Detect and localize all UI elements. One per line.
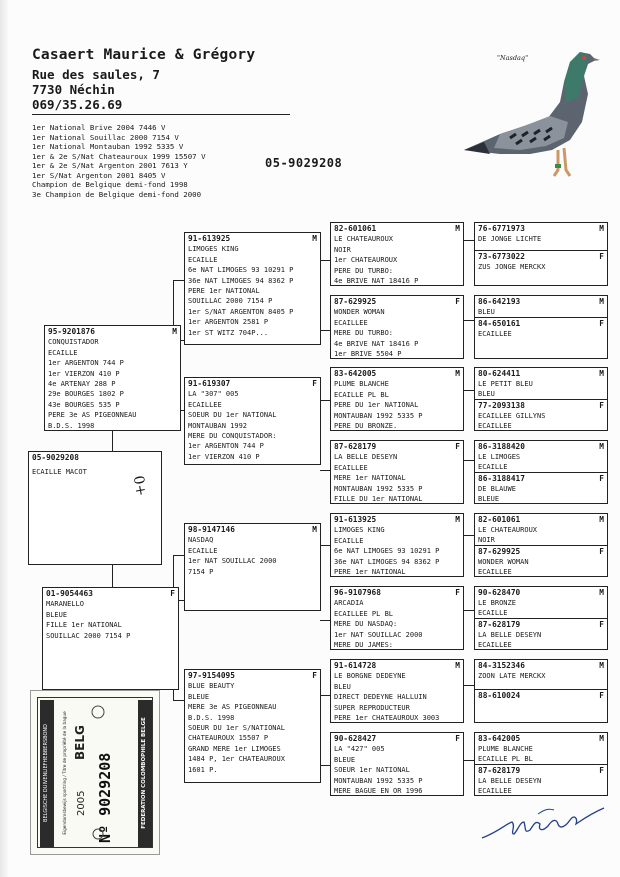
owner-city: 7730 Néchin — [32, 82, 115, 97]
pedigree-line: ECAILLE — [188, 255, 218, 264]
connector — [320, 400, 330, 401]
pedigree-line: BLEUE — [188, 692, 210, 701]
ring-number: 76-6771973 — [478, 224, 525, 233]
pedigree-line: PERE 1er CHATEAUROUX 3003 — [334, 714, 440, 723]
pedigree-line: LE PETIT BLEU — [478, 380, 533, 388]
pedigree-line: MARANELLO — [46, 600, 84, 609]
pedigree-line: DE JONGE LICHTE — [478, 235, 542, 243]
pedigree-line: PERE 1er NATIONAL — [188, 287, 260, 296]
ring-number: 87-628179 — [478, 620, 521, 629]
stamp-note: Eigendomsbewijs sportring / Titre de propriété de la bague — [62, 711, 67, 835]
pedigree-line: LE CHATEAUROUX — [334, 235, 394, 244]
pedigree-line: NOIR — [478, 536, 495, 544]
connector — [320, 260, 330, 261]
pedigree-line: BLUE BEAUTY — [188, 682, 235, 691]
pedigree-line: 6e NAT LIMOGES 93 10291 P — [334, 547, 440, 556]
pair-divider — [475, 618, 607, 619]
ancestor-card — [330, 513, 464, 577]
pedigree-line: MERE DU JAMES: — [334, 641, 394, 650]
sex-marker: M — [599, 515, 604, 524]
ancestor-card — [184, 669, 321, 783]
achievement: 1er & 2e S/Nat Argenton 2001 7613 Y — [32, 161, 188, 170]
pedigree-line: ECAILLEE — [334, 463, 368, 472]
sex-marker: F — [599, 401, 604, 410]
ancestor-pair-card — [474, 222, 608, 286]
achievement: 1er National Montauban 1992 5335 V — [32, 142, 184, 151]
pedigree-line: ECAILLEE — [478, 641, 512, 649]
pair-divider — [475, 250, 607, 251]
pedigree-line: ECAILLEE — [478, 330, 512, 338]
pair-divider — [475, 545, 607, 546]
connector — [463, 685, 474, 686]
sire-card — [44, 325, 181, 431]
ring-number: 84-3152346 — [478, 661, 525, 670]
pedigree-line: ECAILLE PL BL — [478, 755, 533, 763]
pedigree-line: MERE DU CONQUISTADOR: — [188, 432, 277, 441]
pedigree-line: PERE DU TURBO: — [334, 266, 394, 275]
sex-marker: F — [455, 297, 460, 306]
pedigree-line: BLEUE — [478, 495, 500, 503]
sex-marker: M — [599, 734, 604, 743]
sex-marker: M — [455, 369, 460, 378]
pedigree-line: ECAILLE — [48, 348, 78, 357]
pedigree-line: PLUME BLANCHE — [334, 380, 389, 389]
stamp-year: 2005 — [76, 790, 87, 816]
pedigree-line: 1er ARGENTON 744 P — [48, 359, 124, 368]
dam-card — [42, 587, 179, 690]
ring-number: 91-614728 — [334, 661, 377, 670]
ring-number: 86-3188417 — [478, 474, 525, 483]
pedigree-line: ARCADIA — [334, 599, 364, 608]
ring-number: 87-629925 — [334, 297, 377, 306]
pedigree-line: 4e BRIVE NAT 18416 P — [334, 339, 419, 348]
connector — [463, 320, 474, 321]
pedigree-line: FILLE 1er NATIONAL — [46, 621, 122, 630]
ancestor-pair-card — [474, 513, 608, 577]
pedigree-line: PERE 3e AS PIGEONNEAU — [48, 411, 137, 420]
sex-marker: F — [599, 547, 604, 556]
ancestor-pair-card — [474, 586, 608, 650]
ring-number: 77-2093138 — [478, 401, 525, 410]
connector — [463, 610, 474, 611]
pedigree-line: PLUME BLANCHE — [478, 745, 533, 753]
pedigree-line: 36e NAT LIMOGES 94 8362 P — [188, 276, 294, 285]
pedigree-line: ECAILLEE GILLYNS — [478, 412, 546, 420]
pedigree-line: LA BELLE DESEYN — [478, 631, 542, 639]
ring-number: 86-3188420 — [478, 442, 525, 451]
stamp-org-fr: FEDERATION COLOMBOPHILE BELGE — [141, 717, 147, 829]
achievement: Champion de Belgique demi-fond 1998 — [32, 180, 188, 189]
pedigree-line: 7154 P — [188, 567, 214, 576]
stamp-ring-number: Nº 9029208 — [96, 752, 114, 843]
connector — [320, 545, 330, 546]
achievement: 1er National Brive 2004 7446 V — [32, 123, 166, 132]
ancestor-card — [184, 232, 321, 345]
pedigree-line: ECAILLEE — [334, 318, 368, 327]
pedigree-line: ECAILLE — [188, 546, 218, 555]
pedigree-line: MONTAUBAN 1992 5335 P — [334, 411, 423, 420]
connector — [463, 535, 474, 536]
pedigree-line: 36e NAT LIMOGES 94 8362 P — [334, 557, 440, 566]
pedigree-line: MERE DU NASDAQ: — [334, 620, 398, 629]
ring-number: 90-628470 — [478, 588, 521, 597]
sex-marker: F — [599, 252, 604, 261]
sex-marker: F — [170, 589, 175, 598]
stamp-frame — [37, 697, 153, 848]
sex-marker: F — [455, 588, 460, 597]
ring-number: 87-629925 — [478, 547, 521, 556]
sex-marker: M — [599, 442, 604, 451]
pedigree-line: SOEUR DU 1er S/NATIONAL — [188, 724, 285, 733]
pedigree-line: CONQUISTADOR — [48, 338, 99, 347]
pedigree-line: ZOON LATE MERCKX — [478, 672, 546, 680]
pedigree-line: MONTAUBAN 1992 5335 P — [334, 484, 423, 493]
pedigree-line: LA "307" 005 — [188, 390, 239, 399]
pedigree-line: ECAILLE PL BL — [334, 390, 389, 399]
sex-marker: F — [599, 691, 604, 700]
pedigree-line: MERE BAGUE EN OR 1996 — [334, 787, 423, 796]
pedigree-line: ECAILLEE — [188, 400, 222, 409]
header-rule — [32, 114, 290, 115]
pedigree-line: B.D.S. 1998 — [188, 713, 235, 722]
ring-number: 82-601061 — [478, 515, 521, 524]
pedigree-line: ECAILLE — [478, 609, 508, 617]
pedigree-line: 1er VIERZON 410 P — [188, 452, 260, 461]
pedigree-line: ECAILLEE — [478, 568, 512, 576]
pedigree-line: ECAILLEE — [478, 422, 512, 430]
connector — [320, 470, 330, 471]
main-ring-number: 05-9029208 — [265, 156, 343, 170]
pedigree-line: 1er ARGENTON 744 P — [188, 442, 264, 451]
achievement: 3e Champion de Belgique demi-fond 2000 — [32, 189, 202, 199]
pedigree-line: SOEUR 1er NATIONAL — [334, 766, 410, 775]
pedigree-line: MONTAUBAN 1992 5335 P — [334, 776, 423, 785]
pedigree-line: SUPER REPRODUCTEUR — [334, 703, 410, 712]
pedigree-line: 1er VIERZON 410 P — [48, 369, 120, 378]
sex-marker: M — [312, 525, 317, 534]
ring-number: 97-9154095 — [188, 671, 235, 680]
owner-street: Rue des saules, 7 — [32, 67, 160, 82]
pedigree-line: PERE DU BRONZE. — [334, 422, 398, 431]
pedigree-line: ECAILLE — [334, 536, 364, 545]
achievement: 1er & 2e S/Nat Chateauroux 1999 15507 V — [32, 151, 206, 161]
sex-marker: M — [599, 297, 604, 306]
pedigree-line: LE LIMOGES — [478, 453, 521, 461]
ancestor-card — [330, 367, 464, 431]
stamp-org-nl: BELGISCHE DUIVENLIEFHEBBERSBOND — [43, 724, 49, 822]
pedigree-line: LE CHATEAUROUX — [478, 526, 538, 534]
connector — [173, 280, 184, 281]
ancestor-card — [330, 295, 464, 359]
connector — [112, 431, 113, 451]
pedigree-line: LA BELLE DESEYN — [334, 453, 398, 462]
ring-number: 98-9147146 — [188, 525, 235, 534]
pedigree-line: MERE 1er NATIONAL — [334, 474, 406, 483]
sex-marker: F — [455, 442, 460, 451]
pedigree-line: ECAILLE — [478, 463, 508, 471]
bird-caption: "Nasdaq" — [497, 54, 529, 62]
pedigree-line: BLEU — [478, 308, 495, 316]
ancestor-pair-card — [474, 295, 608, 359]
ring-number: 87-628179 — [334, 442, 377, 451]
sex-marker: M — [312, 234, 317, 243]
ring-number: 91-613925 — [188, 234, 231, 243]
signature — [478, 800, 608, 842]
sex-marker: F — [599, 766, 604, 775]
ring-number: 84-650161 — [478, 319, 521, 328]
pedigree-line: SOUILLAC 2000 7154 P — [188, 297, 273, 306]
owner-phone: 069/35.26.69 — [32, 97, 123, 112]
sex-marker: M — [599, 369, 604, 378]
pedigree-line: BLEU — [478, 390, 495, 398]
sex-marker: M — [599, 224, 604, 233]
handwritten-note: 0+ — [129, 474, 149, 498]
ring-number: 96-9107968 — [334, 588, 381, 597]
ring-number: 73-6773022 — [478, 252, 525, 261]
pedigree-line: LIMOGES KING — [334, 526, 385, 535]
connector — [320, 695, 330, 696]
sex-marker: M — [455, 515, 460, 524]
ring-number: 83-642005 — [478, 734, 521, 743]
pedigree-line: MERE 3e AS PIGEONNEAU — [188, 703, 277, 712]
achievement: 1er National Souillac 2000 7154 V — [32, 132, 179, 142]
pedigree-line: LE BORGNE DEDEYNE — [334, 672, 406, 681]
pedigree-line: ECAILLEE — [478, 787, 512, 795]
connector — [320, 330, 330, 331]
pedigree-line: 1er CHATEAUROUX — [334, 256, 398, 265]
stamp-artwork — [38, 698, 154, 849]
pigeon-photo — [460, 42, 600, 184]
sex-marker: F — [312, 671, 317, 680]
ring-number: 86-642193 — [478, 297, 521, 306]
pedigree-line: BLEUE — [334, 755, 356, 764]
pedigree-line: FILLE DU 1er NATIONAL — [334, 495, 423, 504]
pedigree-line: B.D.S. 1998 — [48, 421, 95, 430]
pedigree-line: DIRECT DEDEYNE HALLUIN — [334, 693, 427, 702]
subject-card — [28, 451, 162, 565]
sex-marker: F — [312, 379, 317, 388]
pedigree-line: PERE DU 1er NATIONAL — [334, 401, 419, 410]
ring-number: 83-642005 — [334, 369, 377, 378]
pedigree-line: NOIR — [334, 245, 351, 254]
ring-number: 05-9029208 — [32, 453, 79, 462]
achievement: 1er S/Nat Argenton 2001 8405 V — [32, 170, 166, 180]
ancestor-card — [330, 222, 464, 286]
sex-marker: F — [599, 474, 604, 483]
connector — [112, 565, 113, 587]
pedigree-line: DE BLAUWE — [478, 485, 516, 493]
pedigree-line: WONDER WOMAN — [478, 558, 529, 566]
pair-divider — [475, 399, 607, 400]
pedigree-line: 4e BRIVE NAT 18416 P — [334, 277, 419, 286]
pedigree-line: 1er ARGENTON 2581 P — [188, 318, 269, 327]
ring-number: 95-9201876 — [48, 327, 95, 336]
ring-number: 91-619307 — [188, 379, 231, 388]
sex-marker: M — [455, 224, 460, 233]
owner-name: Casaert Maurice & Grégory — [32, 47, 256, 63]
pair-divider — [475, 317, 607, 318]
pedigree-line: LE BRONZE — [478, 599, 516, 607]
connector — [173, 555, 184, 556]
pair-divider — [475, 689, 607, 690]
pair-divider — [475, 764, 607, 765]
pedigree-line: ZUS JONGE MERCKX — [478, 263, 546, 271]
sex-marker: F — [599, 620, 604, 629]
pedigree-line: MERE DU TURBO: — [334, 329, 394, 338]
ring-certificate-stamp — [30, 690, 160, 855]
connector — [320, 765, 330, 766]
connector — [320, 620, 330, 621]
pedigree-line: LA "427" 005 — [334, 745, 385, 754]
pedigree-line: SOUILLAC 2000 7154 P — [46, 631, 131, 640]
pedigree-line: 1er NAT SOUILLAC 2000 — [188, 557, 277, 566]
pedigree-line: 1484 P, 1er CHATEAUROUX — [188, 755, 285, 764]
sex-marker: F — [455, 734, 460, 743]
sex-marker: M — [599, 661, 604, 670]
ancestor-card — [330, 440, 464, 504]
pedigree-line: 1er S/NAT ARGENTON 8405 P — [188, 307, 294, 316]
pedigree-line: MONTAUBAN 1992 — [188, 421, 248, 430]
pedigree-line: CHATEAUROUX 15507 P — [188, 734, 269, 743]
sex-marker: F — [599, 319, 604, 328]
pedigree-line: 6e NAT LIMOGES 93 10291 P — [188, 266, 294, 275]
connector — [463, 760, 474, 761]
ring-number: 80-624411 — [478, 369, 521, 378]
pedigree-line: BLEUE — [46, 610, 68, 619]
ancestor-pair-card — [474, 732, 608, 796]
pedigree-line: NASDAQ — [188, 536, 214, 545]
ring-number: 91-613925 — [334, 515, 377, 524]
stamp-country: BELG — [73, 725, 87, 760]
pedigree-line: PERE 1er NATIONAL — [334, 568, 406, 577]
pedigree-line: BLEU — [334, 682, 351, 691]
pedigree-line: 4e ARTENAY 288 P — [48, 380, 116, 389]
ancestor-pair-card — [474, 440, 608, 504]
connector — [463, 390, 474, 391]
pedigree-line: 43e BOURGES 535 P — [48, 400, 120, 409]
pedigree-line: 1er ST WITZ 704P... — [188, 328, 269, 337]
pedigree-line: 1er NAT SOUILLAC 2000 — [334, 630, 423, 639]
ring-number: 87-628179 — [478, 766, 521, 775]
ancestor-pair-card — [474, 367, 608, 431]
pedigree-line: ECAILLE MACOT — [32, 468, 87, 477]
ring-number: 88-610024 — [478, 691, 521, 700]
ancestor-card — [330, 659, 464, 723]
pedigree-line: LIMOGES KING — [188, 245, 239, 254]
connector — [463, 460, 474, 461]
ancestor-card — [330, 732, 464, 796]
sex-marker: M — [599, 588, 604, 597]
ancestor-card — [184, 377, 321, 465]
ring-number: 90-628427 — [334, 734, 377, 743]
achievements-list — [32, 123, 206, 199]
pair-divider — [475, 472, 607, 473]
pedigree-line: 1er BRIVE 5504 P — [334, 350, 402, 359]
pedigree-line: 29e BOURGES 1802 P — [48, 390, 124, 399]
sex-marker: M — [455, 661, 460, 670]
pedigree-line: SOEUR DU 1er NATIONAL — [188, 411, 277, 420]
page-edge — [0, 0, 8, 877]
pedigree-line: GRAND MERE 1er LIMOGES — [188, 744, 281, 753]
ancestor-pair-card — [474, 659, 608, 723]
sex-marker: M — [172, 327, 177, 336]
connector — [463, 240, 474, 241]
ring-number: 82-601061 — [334, 224, 377, 233]
ancestor-card — [330, 586, 464, 650]
ring-number: 01-9054463 — [46, 589, 93, 598]
pedigree-line: 1601 P. — [188, 765, 218, 774]
pedigree-line: WONDER WOMAN — [334, 308, 385, 317]
pedigree-line: LA BELLE DESEYN — [478, 777, 542, 785]
pedigree-line: ECAILLEE PL BL — [334, 609, 394, 618]
ancestor-card — [184, 523, 321, 611]
connector — [173, 700, 184, 701]
